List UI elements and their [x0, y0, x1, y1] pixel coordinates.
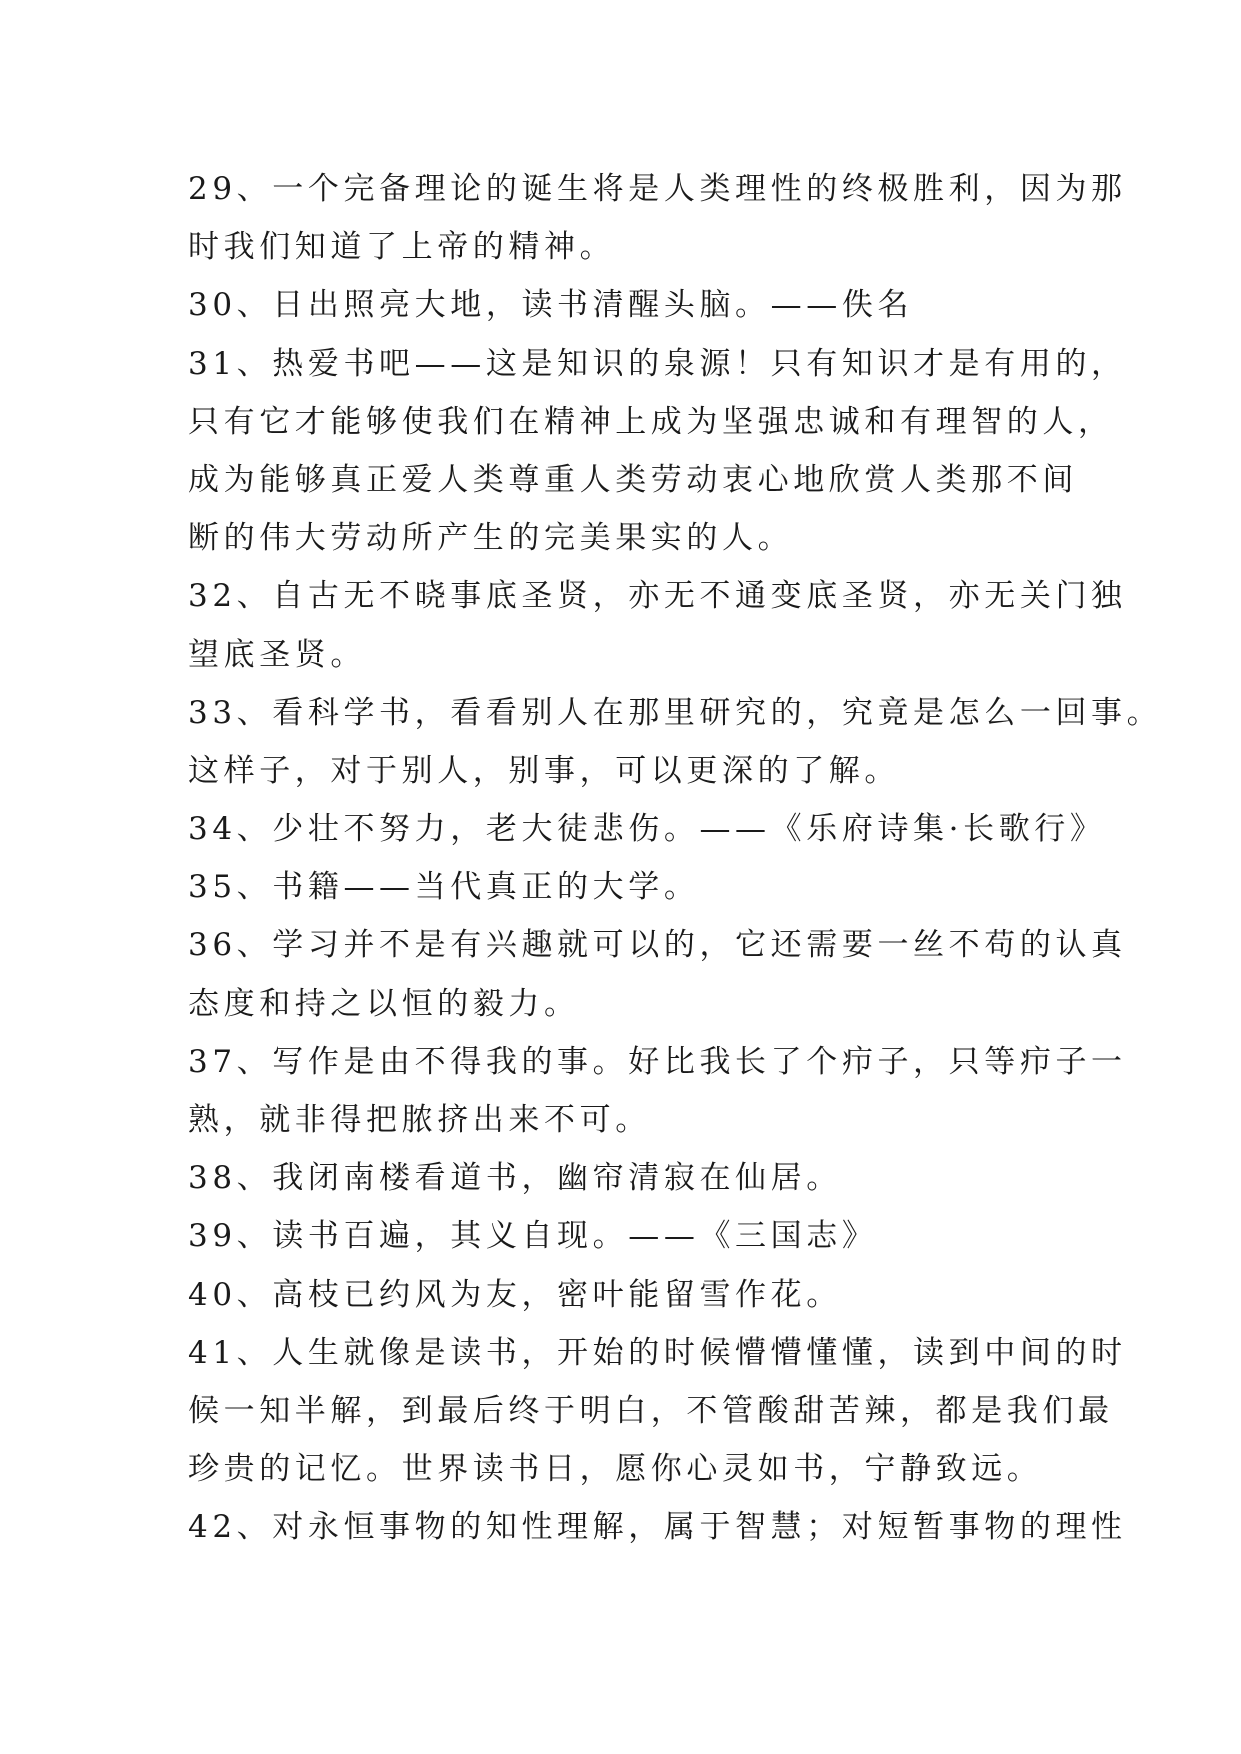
- text-line: 态度和持之以恒的毅力。: [188, 985, 580, 1022]
- text-line: 只有它才能够使我们在精神上成为坚强忠诚和有理智的人，: [188, 403, 1114, 440]
- text-line: 成为能够真正爱人类尊重人类劳动衷心地欣赏人类那不间: [188, 461, 1078, 498]
- text-line: 36、学习并不是有兴趣就可以的，它还需要一丝不苟的认真: [188, 927, 1127, 964]
- text-line: 31、热爱书吧——这是知识的泉源！只有知识才是有用的，: [188, 345, 1127, 382]
- text-line: 望底圣贤。: [188, 636, 366, 673]
- text-line: 41、人生就像是读书，开始的时候懵懵懂懂，读到中间的时: [188, 1334, 1127, 1371]
- text-line: 断的伟大劳动所产生的完美果实的人。: [188, 520, 794, 557]
- text-line: 38、我闭南楼看道书，幽帘清寂在仙居。: [188, 1160, 842, 1197]
- text-line: 29、一个完备理论的诞生将是人类理性的终极胜利，因为那: [188, 171, 1127, 207]
- text-line: 候一知半解，到最后终于明白，不管酸甜苦辣，都是我们最: [188, 1392, 1114, 1429]
- text-line: 33、看科学书，看看别人在那里研究的，究竟是怎么一回事。: [188, 694, 1163, 731]
- text-line: 这样子，对于别人，别事，可以更深的了解。: [188, 752, 900, 789]
- text-line: 39、读书百遍，其义自现。——《三国志》: [188, 1218, 878, 1255]
- document-body: [188, 160, 1163, 1557]
- text-line: 42、对永恒事物的知性理解，属于智慧；对短暂事物的理性: [188, 1509, 1127, 1546]
- text-line: 35、书籍——当代真正的大学。: [188, 869, 700, 906]
- text-line: 34、少壮不努力，老大徒悲伤。——《乐府诗集·长歌行》: [188, 811, 1106, 848]
- text-line: 时我们知道了上帝的精神。: [188, 229, 616, 266]
- text-line: 37、写作是由不得我的事。好比我长了个疖子，只等疖子一: [188, 1043, 1127, 1080]
- text-line: 30、日出照亮大地，读书清醒头脑。——佚名: [188, 287, 914, 324]
- text-line: 32、自古无不晓事底圣贤，亦无不通变底圣贤，亦无关门独: [188, 578, 1127, 615]
- text-line: 珍贵的记忆。世界读书日，愿你心灵如书，宁静致远。: [188, 1451, 1043, 1488]
- text-line: 40、高枝已约风为友，密叶能留雪作花。: [188, 1276, 842, 1313]
- text-line: 熟，就非得把脓挤出来不可。: [188, 1102, 651, 1138]
